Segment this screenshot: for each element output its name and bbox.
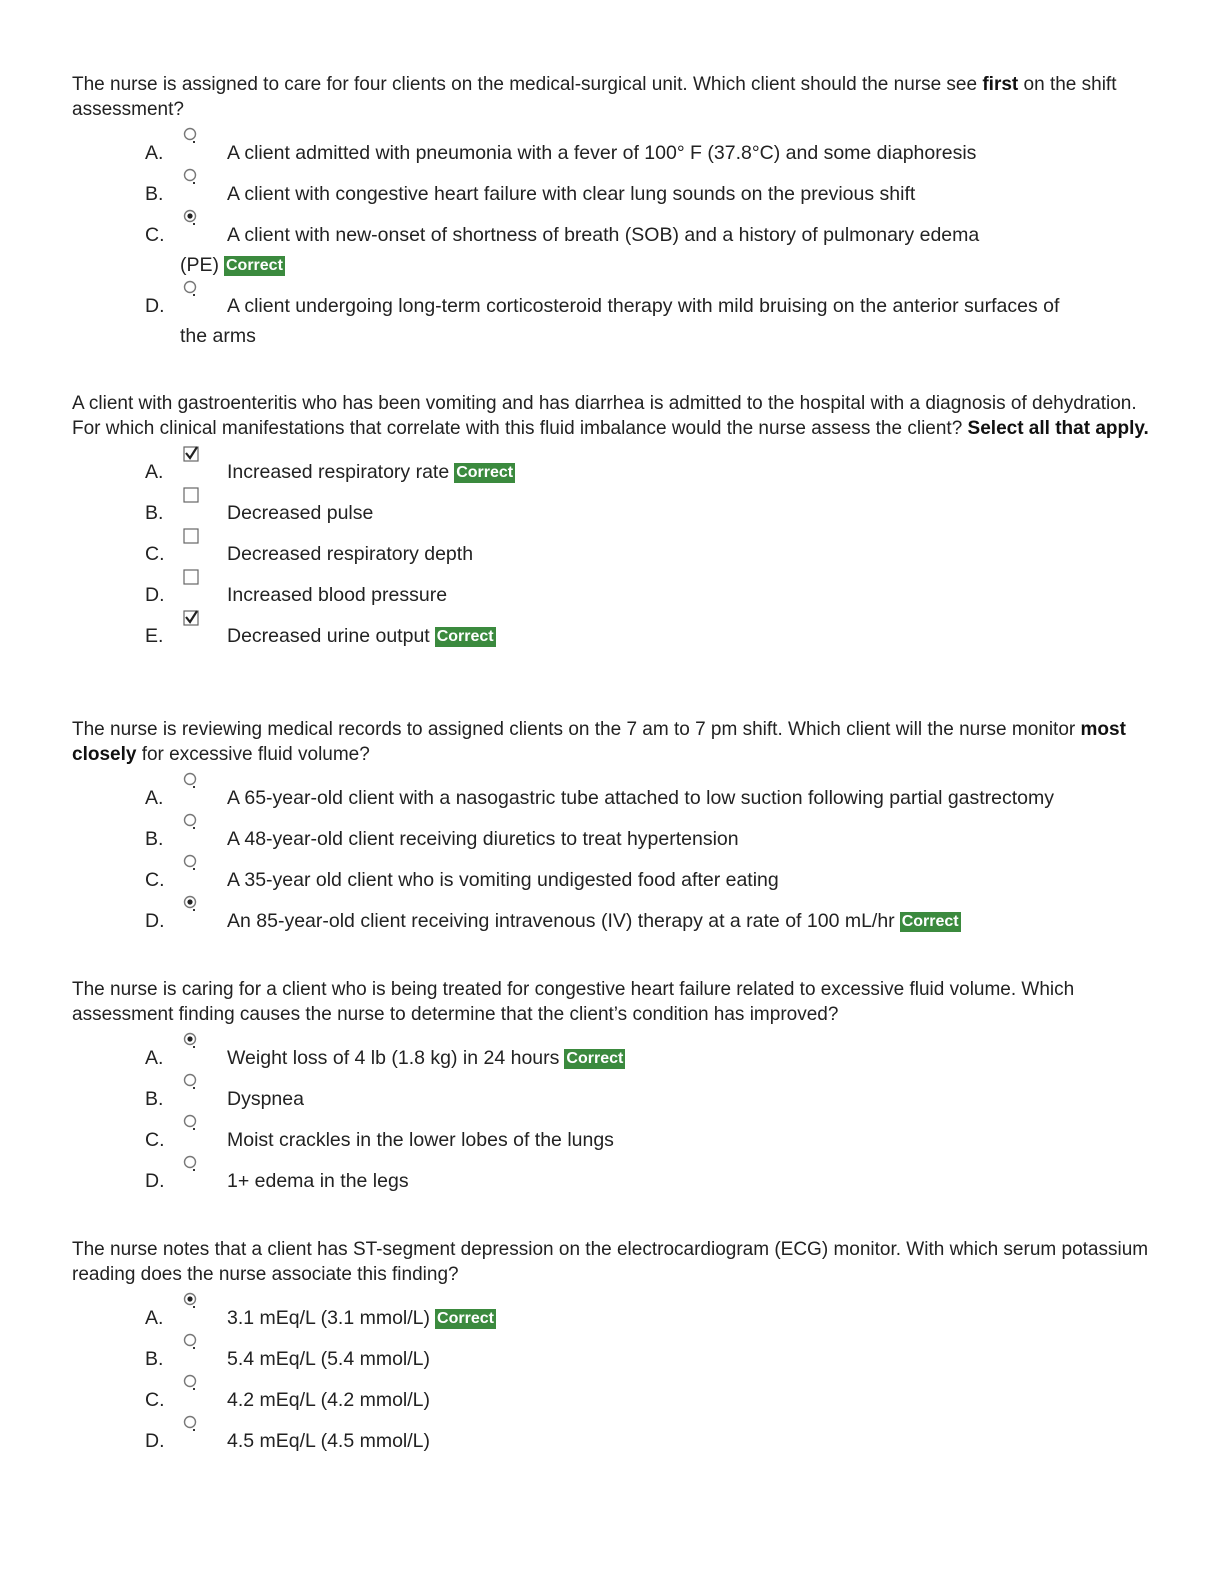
stem-emphasis: most closely [72, 719, 1126, 765]
option-text: A 65-year-old client with a nasogastric tube attached to low suction following partial gastrectomy [227, 787, 1055, 809]
option-text: Dyspnea [227, 1088, 304, 1110]
option-letter: B. [145, 828, 164, 850]
option-label: Decreased urine output [227, 625, 430, 647]
option-text: Decreased respiratory depth [227, 543, 474, 565]
option-letter: B. [145, 183, 164, 205]
answer-option-d[interactable] [72, 580, 1152, 621]
option-letter: A. [145, 1047, 164, 1069]
option-letter: D. [145, 1430, 165, 1452]
answer-option-a[interactable] [72, 1043, 1152, 1084]
option-text-continued [72, 250, 1152, 280]
radio-button[interactable] [182, 771, 202, 791]
option-text: Decreased pulse [227, 502, 374, 524]
option-letter: D. [145, 295, 165, 317]
radio-button[interactable] [182, 1154, 202, 1174]
correct-badge: Correct [566, 1050, 624, 1067]
answer-option-b[interactable] [72, 1084, 1152, 1125]
option-letter: E. [145, 625, 164, 647]
option-letter: C. [145, 869, 165, 891]
option-letter: D. [145, 1170, 165, 1192]
question-3 [72, 717, 1152, 947]
option-text: Moist crackles in the lower lobes of the lungs [227, 1129, 614, 1151]
checkbox[interactable] [182, 486, 202, 506]
correct-badge: Correct [437, 1310, 494, 1327]
answer-option-a[interactable] [72, 138, 1152, 179]
radio-button[interactable] [182, 1332, 202, 1352]
option-text: A client with new-onset of shortness of breath (SOB) and a history of pulmonary edema [227, 224, 980, 246]
option-text [72, 906, 1152, 936]
question-stem [72, 717, 1152, 767]
option-text-line2: the arms [180, 325, 256, 347]
correct-badge: Correct [226, 257, 283, 274]
radio-button-selected[interactable] [182, 1031, 202, 1051]
option-letter: A. [145, 787, 164, 809]
option-letter: D. [145, 584, 165, 606]
option-text [72, 1043, 1152, 1073]
radio-button[interactable] [182, 1113, 202, 1133]
answer-option-c[interactable] [72, 865, 1152, 906]
radio-button[interactable] [182, 1072, 202, 1092]
question-5 [72, 1237, 1152, 1467]
answer-option-a[interactable] [72, 1303, 1152, 1344]
answer-option-d[interactable] [72, 1166, 1152, 1207]
option-text: Increased blood pressure [227, 584, 448, 606]
option-label: 3.1 mEq/L (3.1 mmol/L) [227, 1307, 431, 1329]
answer-option-c[interactable] [72, 539, 1152, 580]
correct-badge: Correct [436, 628, 494, 645]
question-4 [72, 977, 1152, 1207]
option-text: A client with congestive heart failure with clear lung sounds on the previous shift [227, 183, 916, 205]
option-letter: A. [145, 461, 164, 483]
answer-option-d[interactable] [72, 1426, 1152, 1467]
question-stem [72, 391, 1152, 441]
correct-badge: Correct [901, 913, 959, 930]
radio-button-selected[interactable] [182, 1291, 202, 1311]
answer-option-c[interactable] [72, 1125, 1152, 1166]
answer-option-b[interactable] [72, 179, 1152, 220]
option-letter: B. [145, 1348, 164, 1370]
radio-button[interactable] [182, 1373, 202, 1393]
option-text-line2: (PE) [180, 254, 219, 276]
option-letter: C. [145, 224, 165, 246]
option-text: A client admitted with pneumonia with a fever of 100° F (37.8°C) and some diaphoresis [227, 142, 977, 164]
option-letter: A. [145, 1307, 164, 1329]
radio-button[interactable] [182, 279, 202, 299]
radio-button[interactable] [182, 853, 202, 873]
option-letter: C. [145, 1389, 165, 1411]
radio-button[interactable] [182, 167, 202, 187]
radio-button[interactable] [182, 1414, 202, 1434]
question-stem: The nurse is caring for a client who is being treated for congestive heart failure related to excessive fluid volume. Which assessment finding causes the nurse to determine that the client’s condition has improved? [72, 979, 1075, 1025]
correct-badge: Correct [456, 464, 514, 481]
stem-emphasis: first [982, 74, 1019, 95]
question-1 [72, 72, 1152, 351]
answer-option-d[interactable] [72, 906, 1152, 947]
question-stem [72, 72, 1152, 122]
answer-option-e[interactable] [72, 621, 1152, 662]
checkbox-checked[interactable] [182, 445, 202, 465]
option-text: A 48-year-old client receiving diuretics to treat hypertension [227, 828, 739, 850]
stem-text: on the shift assessment? [72, 74, 1117, 120]
option-label: Increased respiratory rate [227, 461, 450, 483]
option-label: Weight loss of 4 lb (1.8 kg) in 24 hours [227, 1047, 560, 1069]
option-text: 5.4 mEq/L (5.4 mmol/L) [227, 1348, 431, 1370]
option-text: A client undergoing long-term corticosteroid therapy with mild bruising on the anterior surfaces of [227, 295, 1060, 317]
option-text [72, 621, 1152, 651]
option-letter: A. [145, 142, 164, 164]
answer-option-b[interactable] [72, 1344, 1152, 1385]
answer-option-c[interactable] [72, 220, 1152, 291]
radio-button[interactable] [182, 126, 202, 146]
question-2 [72, 391, 1152, 662]
radio-button-selected[interactable] [182, 894, 202, 914]
radio-button[interactable] [182, 812, 202, 832]
checkbox[interactable] [182, 527, 202, 547]
option-letter: C. [145, 543, 165, 565]
option-text: 4.2 mEq/L (4.2 mmol/L) [227, 1389, 431, 1411]
answer-option-a[interactable] [72, 783, 1152, 824]
option-letter: C. [145, 1129, 165, 1151]
option-letter: B. [145, 502, 164, 524]
option-text: 1+ edema in the legs [227, 1170, 409, 1192]
option-letter: B. [145, 1088, 164, 1110]
answer-option-c[interactable] [72, 1385, 1152, 1426]
option-text [72, 457, 1152, 487]
checkbox[interactable] [182, 568, 202, 588]
stem-text: The nurse is assigned to care for four clients on the medical-surgical unit. Which client should the nurse see [72, 74, 983, 95]
answer-option-d[interactable] [72, 291, 1152, 351]
answer-option-a[interactable] [72, 457, 1152, 498]
answer-option-b[interactable] [72, 498, 1152, 539]
stem-text: for excessive fluid volume? [136, 744, 370, 765]
stem-text: A client with gastroenteritis who has been vomiting and has diarrhea is admitted to the hospital with a diagnosis of dehydration. For which clinical manifestations that correlate with this fluid imbalance would the nurse assess the client? [72, 393, 1137, 439]
radio-button-selected[interactable] [182, 208, 202, 228]
option-text [72, 1303, 1152, 1333]
question-stem: The nurse notes that a client has ST-segment depression on the electrocardiogram (ECG) monitor. With which serum potassium reading does the nurse associate this finding? [72, 1239, 1149, 1285]
answer-option-b[interactable] [72, 824, 1152, 865]
option-text: A 35-year old client who is vomiting undigested food after eating [227, 869, 779, 891]
option-letter: D. [145, 910, 165, 932]
option-text: 4.5 mEq/L (4.5 mmol/L) [227, 1430, 431, 1452]
option-label: An 85-year-old client receiving intravenous (IV) therapy at a rate of 100 mL/hr [227, 910, 895, 932]
stem-emphasis: Select all that apply. [967, 418, 1149, 439]
checkbox-checked[interactable] [182, 609, 202, 629]
stem-text: The nurse is reviewing medical records to assigned clients on the 7 am to 7 pm shift. Which client will the nurse monitor [72, 719, 1081, 740]
